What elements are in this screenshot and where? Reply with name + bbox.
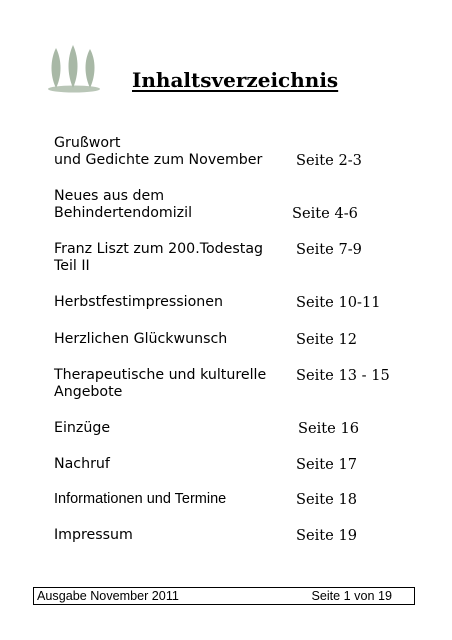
toc-entry-page: Seite 4-6	[292, 205, 358, 222]
toc-entry-title: Neues aus dem	[54, 188, 165, 204]
toc-entry	[0, 367, 452, 407]
toc-entry-page: Seite 16	[298, 420, 360, 437]
toc-entry-title: und Gedichte zum November	[54, 152, 263, 168]
toc-entry-page: Seite 10-11	[296, 294, 381, 311]
toc-entry-title: Franz Liszt zum 200.Todestag	[54, 241, 264, 257]
toc-entry	[0, 241, 452, 281]
toc-entry-page: Seite 19	[296, 527, 358, 544]
toc-entry-title: Teil II	[54, 258, 90, 274]
toc-entry	[0, 135, 452, 175]
footer-edition: Ausgabe November 2011	[37, 589, 179, 603]
toc-entry-title: Herzlichen Glückwunsch	[54, 331, 228, 347]
page-footer	[33, 587, 415, 605]
toc-entry-title: Behindertendomizil	[54, 205, 193, 221]
toc-entry-title: Herbstfestimpressionen	[54, 294, 224, 310]
toc-entry-title: Angebote	[54, 384, 123, 400]
three-cypress-trees-icon	[46, 44, 102, 94]
toc-entry	[0, 420, 452, 460]
footer-page-number: Seite 1 von 19	[311, 589, 392, 603]
toc-entry-title: Informationen und Termine	[54, 491, 227, 507]
toc-entry-title: Grußwort	[54, 135, 121, 151]
toc-entry-title: Nachruf	[54, 456, 110, 472]
toc-entry-page: Seite 18	[296, 491, 358, 508]
toc-entry-page: Seite 7-9	[296, 241, 362, 258]
toc-entry	[0, 456, 452, 496]
toc-entry-page: Seite 17	[296, 456, 358, 473]
toc-entry-page: Seite 12	[296, 331, 358, 348]
page-title: Inhaltsverzeichnis	[132, 68, 339, 92]
toc-entry-title: Einzüge	[54, 420, 111, 436]
toc-entry-page: Seite 13 - 15	[296, 367, 390, 384]
toc-entry-title: Impressum	[54, 527, 133, 543]
toc-entry	[0, 491, 452, 531]
toc-entry-page: Seite 2-3	[296, 152, 362, 169]
toc-entry	[0, 188, 452, 228]
toc-entry	[0, 331, 452, 371]
toc-entry	[0, 294, 452, 334]
toc-entry-title: Therapeutische und kulturelle	[54, 367, 267, 383]
toc-entry	[0, 527, 452, 567]
